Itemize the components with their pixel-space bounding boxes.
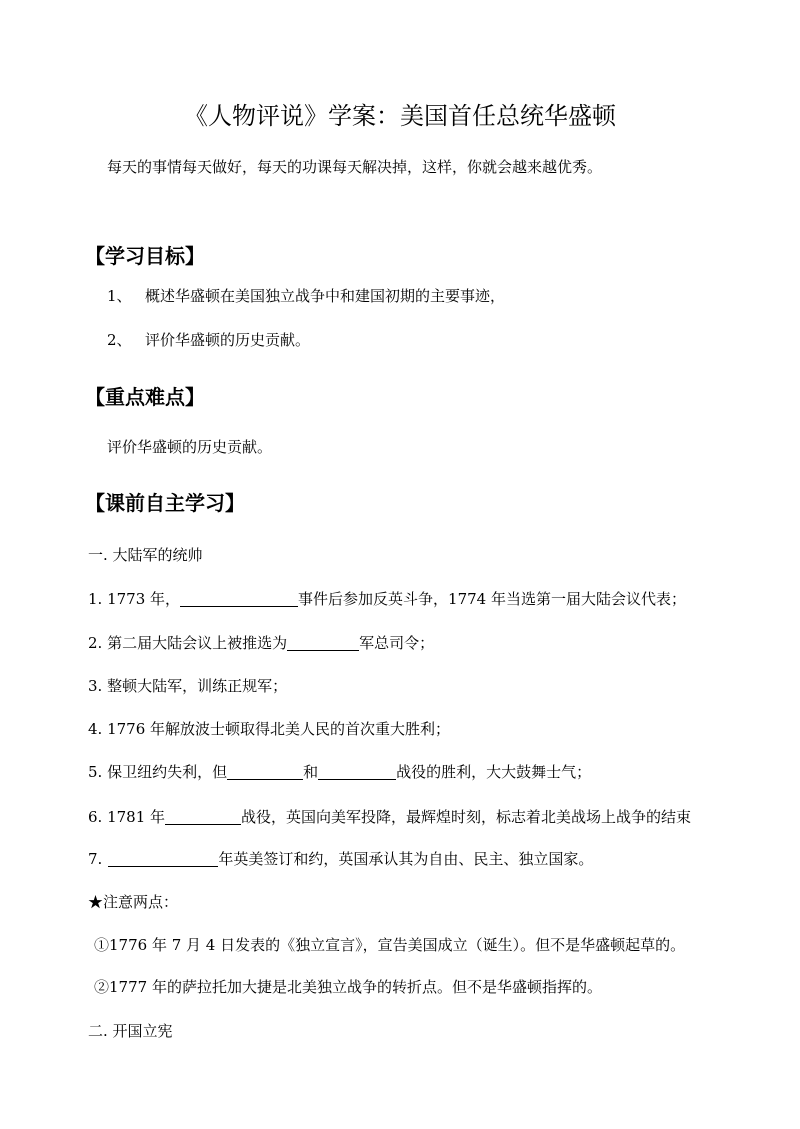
- section-one-title: 一. 大陆军的统帅: [88, 546, 203, 564]
- question-line-1: [88, 588, 686, 609]
- question-line-7: [88, 848, 593, 869]
- question-line-3: 3. 整顿大陆军，训练正规军；: [88, 677, 288, 695]
- page-title: 《人物评说》学案：美国首任总统华盛顿: [184, 102, 616, 130]
- note-title: ★注意两点：: [88, 893, 179, 911]
- answer-blank[interactable]: [227, 763, 303, 780]
- note-item: ①1776 年 7 月 4 日发表的《独立宣言》，宣告美国成立（诞生）。但不是华盛顿起草的。: [94, 936, 686, 954]
- question-text: 2. 第二届大陆会议上被推选为: [88, 634, 288, 652]
- motto: 每天的事情每天做好，每天的功课每天解决掉，这样，你就会越来越优秀。: [107, 158, 603, 176]
- question-text: 战役，英国向美军投降，最辉煌时刻，标志着北美战场上战争的结束: [241, 808, 692, 826]
- question-text: 战役的胜利，大大鼓舞士气；: [396, 763, 592, 781]
- note-item: ②1777 年的萨拉托加大捷是北美独立战争的转折点。但不是华盛顿指挥的。: [94, 978, 602, 996]
- key-points-text: 评价华盛顿的历史贡献。: [107, 438, 273, 456]
- question-text: 1. 1773 年，: [88, 590, 181, 608]
- question-text: 年英美签订和约，英国承认其为自由、民主、独立国家。: [218, 850, 594, 868]
- goal-number: 1、: [107, 287, 132, 305]
- question-text: 7.: [88, 850, 103, 868]
- answer-blank[interactable]: [165, 808, 241, 825]
- answer-blank[interactable]: [287, 634, 359, 651]
- question-text: 军总司令；: [359, 634, 435, 652]
- answer-blank[interactable]: [180, 590, 298, 607]
- question-text: 和: [303, 763, 319, 781]
- preview-heading: 【课前自主学习】: [85, 491, 245, 515]
- section-two-title: 二. 开国立宪: [88, 1022, 173, 1040]
- goal-number: 2、: [107, 331, 132, 349]
- question-line-2: [88, 632, 434, 653]
- question-text: 6. 1781 年: [88, 808, 166, 826]
- question-line-4: 4. 1776 年解放波士顿取得北美人民的首次重大胜利；: [88, 720, 451, 738]
- question-text: 事件后参加反英斗争，1774 年当选第一届大陆会议代表；: [298, 590, 686, 608]
- answer-blank[interactable]: [318, 763, 396, 780]
- goal-text: 评价华盛顿的历史贡献。: [145, 331, 311, 349]
- key-points-heading: 【重点难点】: [85, 385, 205, 409]
- goal-text: 概述华盛顿在美国独立战争中和建国初期的主要事迹，: [145, 287, 506, 305]
- question-line-6: [88, 806, 691, 827]
- goals-heading: 【学习目标】: [85, 244, 205, 268]
- question-line-5: [88, 761, 591, 782]
- question-text: 5. 保卫纽约失利，但: [88, 763, 228, 781]
- answer-blank[interactable]: [108, 850, 218, 867]
